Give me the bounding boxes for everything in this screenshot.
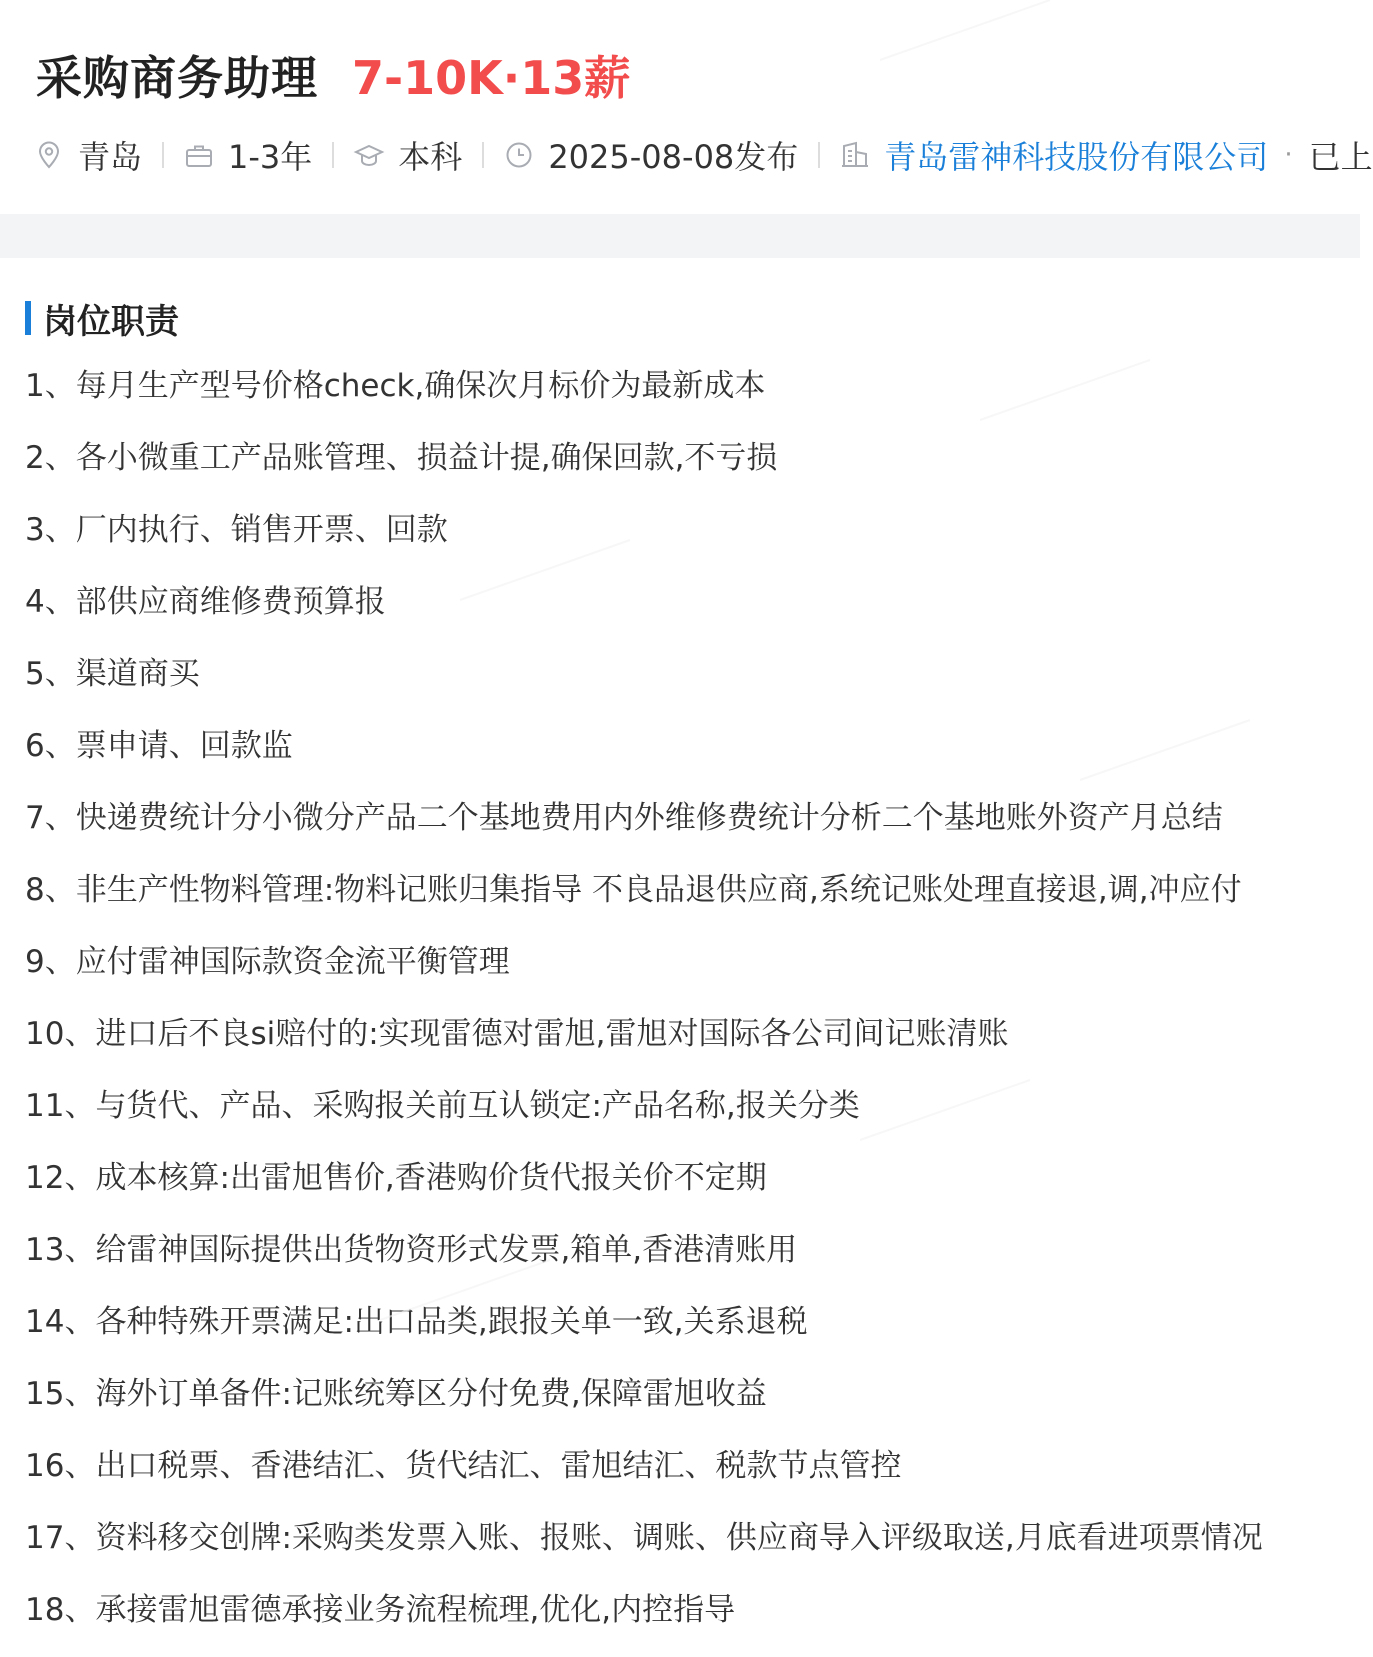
duty-item: 8、非生产性物料管理:物料记账归集指导 不良品退供应商,系统记账处理直接退,调,冲应付 [25, 872, 1242, 908]
meta-published [504, 132, 798, 178]
company-status: 已上 [1308, 138, 1373, 176]
section-divider-band [0, 214, 1360, 258]
duty-item: 1、每月生产型号价格check,确保次月标价为最新成本 [25, 368, 766, 404]
duty-list [25, 350, 1335, 1646]
meta-divider [332, 142, 334, 168]
meta-divider [162, 142, 164, 168]
duty-item: 18、承接雷旭雷德承接业务流程梳理,优化,内控指导 [25, 1592, 736, 1628]
duty-item: 13、给雷神国际提供出货物资形式发票,箱单,香港清账用 [25, 1232, 798, 1268]
duty-item: 14、各种特殊开票满足:出口品类,跟报关单一致,关系退税 [25, 1304, 808, 1340]
section-accent-bar [25, 301, 31, 335]
duty-item: 9、应付雷神国际款资金流平衡管理 [25, 944, 510, 980]
meta-experience [184, 132, 312, 178]
meta-company[interactable] [840, 132, 1268, 178]
experience-text: 1-3年 [228, 138, 313, 176]
meta-dot-divider: · [1284, 140, 1293, 170]
education-text: 本科 [398, 138, 463, 176]
meta-divider [818, 142, 820, 168]
published-text: 2025-08-08发布 [548, 138, 799, 176]
duty-item: 11、与货代、产品、采购报关前互认锁定:产品名称,报关分类 [25, 1088, 860, 1124]
building-icon [840, 139, 870, 171]
company-link[interactable]: 青岛雷神科技股份有限公司 [884, 138, 1269, 176]
job-title: 采购商务助理 [36, 51, 318, 105]
meta-education [354, 132, 462, 178]
duty-item: 7、快递费统计分小微分产品二个基地费用内外维修费统计分析二个基地账外资产月总结 [25, 800, 1223, 836]
duty-item: 12、成本核算:出雷旭售价,香港购价货代报关价不定期 [25, 1160, 767, 1196]
briefcase-icon [184, 139, 214, 171]
clock-icon [504, 139, 534, 171]
duty-item: 16、出口税票、香港结汇、货代结汇、雷旭结汇、税款节点管控 [25, 1448, 902, 1484]
location-pin-icon [34, 139, 64, 171]
duty-item: 5、渠道商买 [25, 656, 200, 692]
meta-divider [482, 142, 484, 168]
section-title: 岗位职责 [43, 301, 179, 342]
job-header [0, 0, 1373, 226]
duty-item: 3、厂内执行、销售开票、回款 [25, 512, 448, 548]
duty-item: 2、各小微重工产品账管理、损益计提,确保回款,不亏损 [25, 440, 778, 476]
duty-item: 6、票申请、回款监 [25, 728, 293, 764]
salary: 7-10K·13薪 [352, 51, 631, 105]
duty-item: 15、海外订单备件:记账统筹区分付免费,保障雷旭收益 [25, 1376, 767, 1412]
graduation-cap-icon [354, 139, 384, 171]
duty-item: 17、资料移交创牌:采购类发票入账、报账、调账、供应商导入评级取送,月底看进项票情况 [25, 1520, 1263, 1556]
duty-item: 4、部供应商维修费预算报 [25, 584, 386, 620]
location-text: 青岛 [78, 138, 143, 176]
duty-item: 10、进口后不良si赔付的:实现雷德对雷旭,雷旭对国际各公司间记账清账 [25, 1016, 1009, 1052]
job-meta-row [34, 130, 1373, 180]
job-duties-section [0, 258, 1360, 1653]
meta-location [34, 132, 142, 178]
section-heading [25, 300, 179, 342]
title-row [36, 40, 630, 110]
